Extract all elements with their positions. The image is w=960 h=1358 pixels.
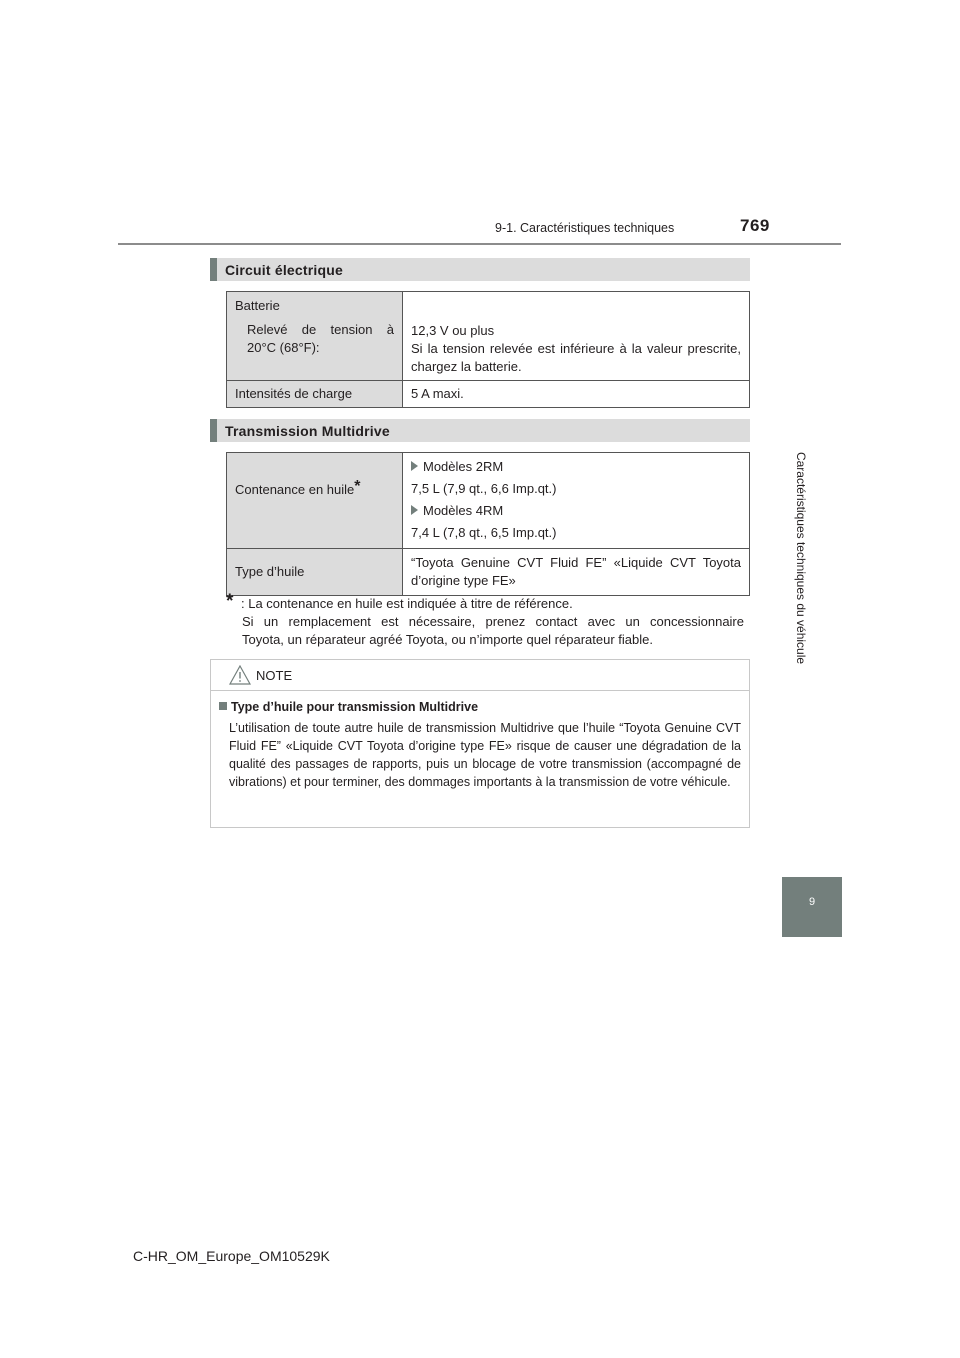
table-row — [227, 549, 750, 596]
square-bullet-icon — [219, 702, 227, 710]
table-row — [227, 292, 750, 381]
header-rule — [118, 243, 841, 245]
side-tab — [780, 248, 822, 868]
note-body — [219, 698, 741, 791]
battery-label-cell — [227, 292, 403, 381]
charge-label: Intensités de charge — [235, 386, 353, 401]
charge-label-cell — [227, 381, 403, 408]
battery-value-voltage: 12,3 V ou plus — [411, 323, 495, 338]
battery-value-note: Si la tension relevée est inférieure à la valeur prescrite, chargez la batterie. — [411, 341, 741, 374]
oil-type-label-cell — [227, 549, 403, 596]
oil-type-value-cell — [403, 549, 750, 596]
transmission-table — [226, 452, 750, 596]
oil-capacity-value-2wd: 7,5 L (7,9 qt., 6,6 Imp.qt.) — [411, 481, 557, 496]
oil-capacity-label: Contenance en huile — [235, 481, 355, 497]
battery-label: Batterie — [235, 298, 280, 313]
page-number: 769 — [740, 216, 770, 235]
note-subtitle: Type d’huile pour transmission Multidrive — [231, 700, 479, 714]
side-tab-chapter-number: 9 — [808, 896, 816, 908]
header-section-title: 9-1. Caractéristiques techniques — [495, 221, 675, 235]
side-tab-chapter-box — [782, 877, 842, 937]
note-paragraph: L’utilisation de toute autre huile de transmission Multidrive que l’huile “Toyota Genuine CVT Fluid FE” «Liquide CVT Toyota d’origine type FE» risque de causer une dégradation de la qualité des passages de rapports, puis un blocage de votre transmission (accompagné de vibrations) et pour terminer, des dommages importants à la transmission de votre véhicule. — [229, 721, 741, 789]
section-heading-transmission — [210, 419, 750, 442]
footnote-line-3: Toyota, un réparateur agréé Toyota, ou n’importe quel réparateur fiable. — [242, 632, 653, 647]
warning-triangle-icon — [229, 665, 251, 688]
section-title-transmission: Transmission Multidrive — [225, 423, 390, 439]
battery-value-cell — [403, 292, 750, 381]
footnote-star: * — [226, 591, 234, 612]
battery-sub-label: Relevé de tension à 20°C (68°F): — [247, 322, 394, 355]
note-title: NOTE — [256, 668, 293, 683]
arrow-right-icon — [411, 461, 418, 471]
oil-capacity-model-2wd: Modèles 2RM — [423, 459, 504, 474]
arrow-right-icon — [411, 505, 418, 515]
oil-capacity-label-cell — [227, 453, 403, 549]
footnote-star-marker: * — [354, 477, 361, 495]
oil-capacity-model-4wd: Modèles 4RM — [423, 503, 504, 518]
side-tab-chapter-title: Caractéristiques techniques du véhicule — [794, 451, 808, 665]
footnote-line-2: Si un remplacement est nécessaire, prenez contact avec un concessionnaire — [242, 614, 744, 629]
note-header — [211, 660, 749, 691]
section-title-electrical: Circuit électrique — [225, 262, 343, 278]
note-box — [210, 659, 750, 828]
footnote-line-1: : La contenance en huile est indiquée à titre de référence. — [241, 596, 573, 611]
oil-capacity-value-cell — [403, 453, 750, 549]
oil-capacity-value-4wd: 7,4 L (7,8 qt., 6,5 Imp.qt.) — [411, 525, 557, 540]
charge-value: 5 A maxi. — [411, 386, 464, 401]
electrical-table — [226, 291, 750, 408]
table-row — [227, 381, 750, 408]
document-id: C-HR_OM_Europe_OM10529K — [133, 1248, 330, 1264]
oil-type-value: “Toyota Genuine CVT Fluid FE” «Liquide CVT Toyota d’origine type FE» — [411, 555, 741, 588]
table-row — [227, 453, 750, 549]
section-heading-electrical — [210, 258, 750, 281]
oil-type-label: Type d’huile — [235, 564, 305, 579]
charge-value-cell — [403, 381, 750, 408]
